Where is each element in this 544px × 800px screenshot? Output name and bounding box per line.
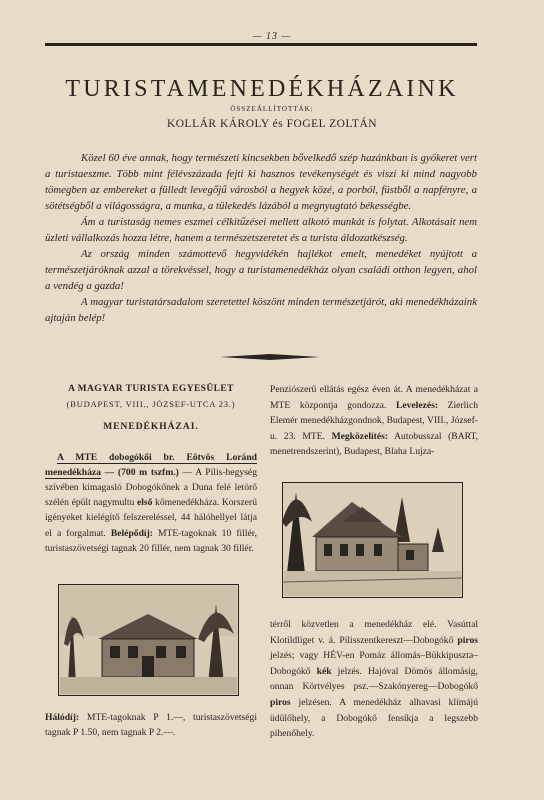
hut-altitude: — (700 m tszfm.) bbox=[104, 466, 179, 478]
article-title: TURISTAMENEDÉKHÁZAINK bbox=[65, 76, 459, 102]
sleeping-fee-text: MTE-tagoknak P 1.—, turistaszövetségi tagnak P 1.50, nem tagnak P 2.—. bbox=[45, 712, 257, 739]
intro-paragraph: Ám a turistaság nemes eszmei célkitűzései mellett alkotó munkát is folytat. Alkotásait nem üzleti vállalkozás hozza létre, hanem a természetszeretet és a turista áldozatkészség. bbox=[45, 216, 477, 244]
intro-text bbox=[45, 150, 477, 326]
right-text-e: jelzés. Hajóval Dömös állomásig, onnan Körtvélyes psz.—Szakónyereg—Dobogókő bbox=[270, 665, 479, 693]
hut-photo-1 bbox=[58, 584, 239, 696]
right-column bbox=[270, 382, 478, 460]
red-marking-2: piros bbox=[270, 696, 291, 708]
hut-photo-2 bbox=[282, 482, 463, 598]
right-text-c: térről közvetlen a menedékház elé. Vasúttal Klotildliget v. á. Pilisszentkereszt—Dobogókő bbox=[270, 619, 478, 646]
org-address: (BUDAPEST, VIII., JÓZSEF-UTCA 23.) bbox=[66, 399, 236, 410]
sleeping-fee-label: Hálódíj: bbox=[45, 712, 80, 723]
authors: KOLLÁR KÁROLY és FOGEL ZOLTÁN bbox=[166, 118, 378, 130]
letters-label: Levelezés: bbox=[395, 399, 439, 411]
org-name: A MAGYAR TURISTA EGYESÜLET bbox=[68, 384, 234, 394]
compiled-by-label: ÖSSZEÁLLÍTOTTÁK: bbox=[230, 105, 314, 113]
red-marking: piros bbox=[457, 634, 478, 646]
access-label: Megközelítés: bbox=[331, 430, 389, 442]
hut-name: A MTE dobogókői br. Eötvös Loránd menedékháza bbox=[45, 451, 257, 478]
hut-description bbox=[45, 450, 257, 556]
hut-first-word: első bbox=[136, 497, 153, 509]
right-text-a: Penziószerű ellátás egész éven át. A menedékházat a MTE központja gondozza. bbox=[270, 384, 478, 411]
hut-text-b: kőmenedékháza. Korszerű igényeket kielégítő felszereléssel, 44 hálóhellyel látja el a forgalmat. bbox=[45, 497, 257, 539]
right-text-f: jelzésen. A menedékház alhavasi klímájú üdülőhely, a Dobogókő fensíkja a legszebb pihenőhely. bbox=[270, 696, 478, 740]
entry-fee-text: MTE-tagoknak 10 fillér, turistaszövetségi tagnak 20 fillér, nem tagnak 30 fillér. bbox=[45, 527, 257, 554]
right-text-d: jelzés; vagy HÉV-en Pomáz állomás–Bükkipuszta–Dobogókő bbox=[270, 650, 478, 677]
access-text: Autobusszal (BART, menetrendszerint), Budapest, Blaha Lujza- bbox=[270, 430, 478, 458]
page-number: — 13 — bbox=[252, 31, 292, 42]
intro-paragraph: Közel 60 éve annak, hogy természeti kincsekben bővelkedő szép hazánkban is gyökeret vert a turistaeszme. Több mint félévszázada fejti ki hasznos tevékenységét és viszi ki mind nagyobb tömegben az embereket a fülledt levegőjű városból a hegyek közé, a porból, füstből a napfényre, a sötétségből a világosságra, a munka, a tülekedés lázából a megnyugtató békességbe. bbox=[45, 152, 477, 212]
blue-marking: kék bbox=[316, 665, 332, 677]
top-rule bbox=[45, 43, 477, 46]
sleeping-fee bbox=[45, 710, 257, 740]
letters-text: Zierlich Elemér menedékházgondnok, Budapest, VIII., József-u. 23. MTE. bbox=[270, 399, 479, 442]
left-column bbox=[45, 382, 257, 556]
section-heading: MENEDÉKHÁZAI. bbox=[103, 422, 199, 433]
intro-paragraph: Az ország minden számottevő hegyvidékén hajlékot emelt, menedéket nyújtott a természetjáróknak azzal a törekvéssel, hogy a turistamenedékház olyan családi otthon legyen, ahol a vendég a gazda! bbox=[45, 248, 477, 292]
hut-text-a: — A Pilis-hegység szívében kimagasló Dobogókőnek a Duna felé letörő szélén épült nagymultu bbox=[45, 466, 257, 509]
intro-paragraph: A magyar turistatársadalom szeretettel köszönt minden természetjárót, aki menedékházaink ajtaján belép! bbox=[45, 296, 477, 324]
right-column-continued bbox=[270, 617, 478, 742]
entry-fee-label: Belépődíj: bbox=[110, 527, 153, 539]
ornament-divider bbox=[220, 354, 320, 360]
